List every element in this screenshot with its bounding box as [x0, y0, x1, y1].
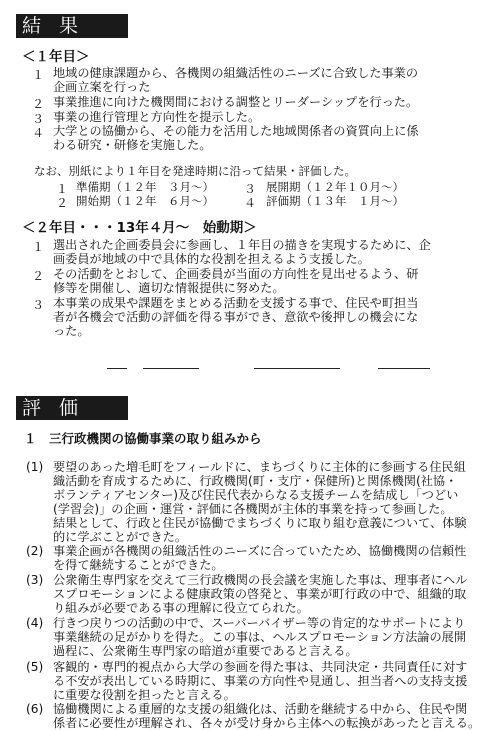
item-line: 選出された企画委員会に参画し、１年目の描きを実現するために、企: [53, 238, 431, 252]
evaluation-subtitle: １ 三行政機関の協働事業の取り組みから: [24, 431, 262, 446]
item-number: ３: [32, 112, 45, 126]
phase-number: ４: [244, 196, 257, 210]
item-line: に重要な役割を担ったと言える。: [53, 688, 236, 702]
item-line: (学習会)」の企画・運営・評価に各機関が主体的事業を持って参画した。: [53, 502, 453, 516]
item-line: 事業企画が各機関の組織活性のニーズに合っていたため、協働機関の信頼性: [53, 544, 467, 558]
item-line: 画委員が地域の中で具体的な役割を担えるよう支援した。: [53, 252, 370, 266]
item-line: その活動をとおして、企画委員が当面の方向性を見出せるよう、研: [53, 267, 419, 281]
phase-number: １: [56, 182, 69, 196]
item-line: る不安が表出している時期に、事業の方向性や見通し、担当者への支持支援: [53, 674, 468, 688]
item-number: (1): [26, 460, 44, 474]
results-header: 結果: [16, 14, 128, 38]
phase-label: 準備期（１２年 ３月～）: [76, 180, 214, 194]
phase-label: 開始期（１２年 ６月～）: [76, 194, 214, 208]
item-line: 的に学ぶことができた。: [53, 530, 188, 544]
item-line: 事業継続の足がかりを得た。この事は、ヘルスプロモーション方法論の展開: [53, 630, 467, 644]
phase-label: 評価期（１３年 １月～）: [266, 194, 404, 208]
item-line: 行きつ戻りつの活動の中で、スーパーバイザー等の肯定的なサポートにより: [53, 616, 466, 630]
item-number: ３: [32, 298, 45, 312]
item-number: (6): [26, 702, 44, 716]
item-line: 事業の進行管理と方向性を提示した。: [53, 110, 261, 124]
item-line: 公衆衛生専門家を交えて三行政機関の長会議を実施した事は、理事者にヘル: [53, 573, 468, 587]
item-line: 協働機関による重層的な支援の組織化は、活動を継続する中から、住民や関: [53, 702, 468, 716]
item-number: １: [32, 240, 45, 254]
item-line: スプロモーションによる健康政策の啓発と、事業が町行政の中で、組織的取: [53, 587, 467, 601]
divider-segment: [107, 368, 127, 369]
item-line: 企画立案を行った: [53, 80, 151, 94]
phase-label: 展開期（１２年１０月～）: [266, 180, 404, 194]
item-number: １: [32, 68, 45, 82]
item-number: (2): [26, 544, 44, 558]
item-line: ボランティアセンター)及び住民代表からなる支援チームを結成し「つどい: [53, 488, 459, 502]
item-line: 要望のあった増毛町をフィールドに、まちづくりに主体的に参画する住民組: [53, 460, 466, 474]
item-line: 修等を開催し、適切な情報提供に努めた。: [53, 281, 285, 295]
year1-note: なお、別紙により１年目を発達時期に沿って結果・評価した。: [34, 164, 356, 178]
item-number: ２: [32, 269, 45, 283]
item-line: 客観的・専門的視点から大学の参画を得た事は、共同決定・共同責任に対す: [53, 660, 468, 674]
item-number: (3): [26, 573, 44, 587]
item-line: 織活動を育成するために、行政機関(町・支庁・保健所)と関係機関(社協・: [53, 474, 458, 488]
year2-title: ＜２年目・・・13年４月～ 始動期＞: [22, 220, 257, 236]
item-line: 本事業の成果や課題をまとめる活動を支援する事で、住民や町担当: [53, 296, 419, 310]
divider-segment: [254, 368, 340, 369]
item-line: 者が各機会で活動の評価を得る事ができ、意欲や後押しの機会にな: [53, 310, 419, 324]
item-number: ２: [32, 97, 45, 111]
item-line: 過程に、公衆衛生専門家の暗道が重要であると言える。: [53, 644, 358, 658]
item-line: り組みが必要である事の理解に役立てられた。: [53, 601, 309, 615]
item-line: 大学との協働から、その能力を活用した地域関係者の資質向上に係: [53, 124, 419, 138]
item-number: ４: [32, 126, 45, 140]
evaluation-header: 評価: [16, 396, 128, 420]
item-number: (5): [26, 660, 44, 674]
item-line: わる研究・研修を実施した。: [53, 138, 212, 152]
item-line: を得て継続することができた。: [53, 558, 224, 572]
item-line: 事業推進に向けた機関間における調整とリーダーシップを行った。: [53, 95, 419, 109]
item-line: 係者に必要性が理解され、各々が受け身から主体への転換があったと言える。: [53, 716, 481, 730]
phase-number: ２: [56, 196, 69, 210]
item-number: (4): [26, 616, 44, 630]
phase-number: ３: [244, 182, 257, 196]
item-line: 結果として、行政と住民が協働でまちづくりに取り組む意義について、体験: [53, 516, 467, 530]
year1-title: ＜１年目＞: [22, 49, 90, 65]
item-line: 地域の健康課題から、各機関の組織活性のニーズに合致した事業の: [53, 66, 419, 80]
item-line: った。: [53, 324, 90, 338]
divider-segment: [378, 368, 430, 369]
divider-segment: [143, 368, 199, 369]
